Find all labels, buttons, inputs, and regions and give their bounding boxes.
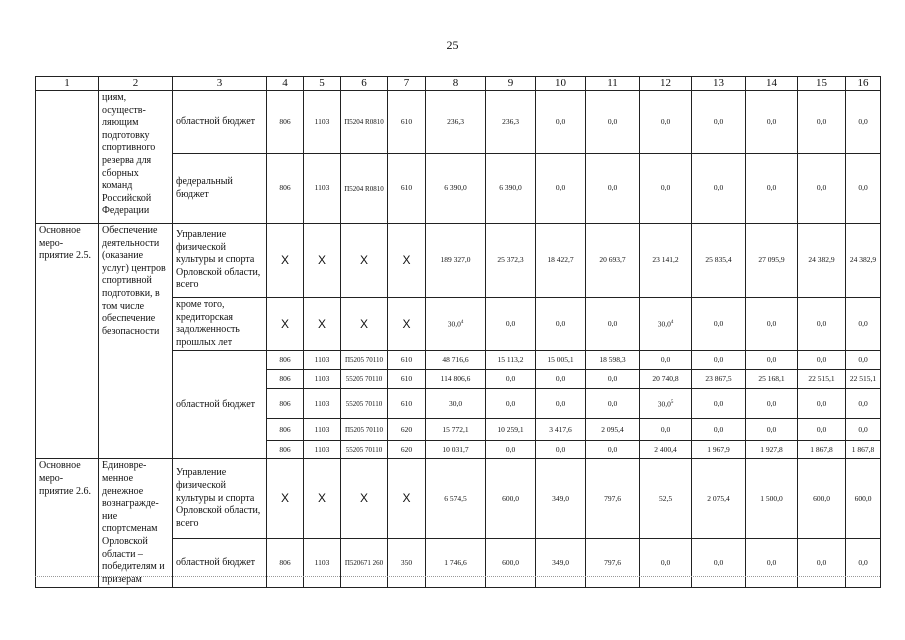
code-cell: X	[267, 459, 304, 539]
value-cell: 0,0	[798, 154, 846, 224]
code-cell: X	[341, 459, 388, 539]
value-cell: 25 372,3	[486, 224, 536, 298]
event-title: Основное меро-приятие 2.6.	[36, 459, 99, 588]
value-cell: 20 693,7	[586, 224, 640, 298]
value-cell: 18 422,7	[536, 224, 586, 298]
value-cell: 0,0	[536, 441, 586, 459]
code-cell: П5204 R0810	[341, 91, 388, 154]
value-cell: 0,0	[692, 154, 746, 224]
value-cell: 797,6	[586, 539, 640, 588]
code-cell: X	[388, 224, 426, 298]
value-cell: 236,3	[486, 91, 536, 154]
value-cell: 0,0	[746, 91, 798, 154]
value-cell: 6 390,0	[426, 154, 486, 224]
value-cell: 18 598,3	[586, 351, 640, 370]
value-cell: 600,0	[486, 459, 536, 539]
code-cell: 806	[267, 419, 304, 441]
code-cell: 610	[388, 91, 426, 154]
funding-source: Управление физической культуры и спорта Орловской области, всего	[173, 459, 267, 539]
value-cell: 0,0	[692, 419, 746, 441]
column-header: 6	[341, 77, 388, 91]
value-cell: 48 716,6	[426, 351, 486, 370]
code-cell: 806	[267, 539, 304, 588]
value-cell: 349,0	[536, 539, 586, 588]
value-cell: 0,0	[640, 539, 692, 588]
column-header: 9	[486, 77, 536, 91]
code-cell: X	[304, 298, 341, 351]
funding-source: Управление физической культуры и спорта Орловской области, всего	[173, 224, 267, 298]
code-cell: 620	[388, 419, 426, 441]
code-cell: 1103	[304, 91, 341, 154]
code-cell: 1103	[304, 370, 341, 389]
column-header: 10	[536, 77, 586, 91]
value-cell: 0,0	[798, 389, 846, 419]
value-cell: 15 772,1	[426, 419, 486, 441]
funding-source: кроме того, кредиторская задолженность прошлых лет	[173, 298, 267, 351]
value-cell: 797,6	[586, 459, 640, 539]
value-cell: 0,0	[586, 91, 640, 154]
value-cell: 6 574,5	[426, 459, 486, 539]
value-cell: 22 515,1	[846, 370, 881, 389]
value-cell: 27 095,9	[746, 224, 798, 298]
value-cell: 0,0	[586, 298, 640, 351]
value-cell: 349,0	[536, 459, 586, 539]
value-cell: 0,0	[798, 419, 846, 441]
value-cell: 15 113,2	[486, 351, 536, 370]
value-cell: 0,0	[746, 539, 798, 588]
footer-divider	[35, 576, 880, 577]
value-cell: 0,0	[692, 389, 746, 419]
code-cell: 806	[267, 154, 304, 224]
table-row	[36, 91, 881, 154]
page-number: 25	[446, 38, 459, 52]
value-cell: 0,0	[746, 351, 798, 370]
value-cell: 0,0	[746, 154, 798, 224]
value-cell: 0,0	[536, 154, 586, 224]
code-cell: 350	[388, 539, 426, 588]
value-cell: 0,0	[692, 539, 746, 588]
code-cell: 610	[388, 154, 426, 224]
value-cell: 0,0	[846, 91, 881, 154]
value-cell: 23 867,5	[692, 370, 746, 389]
value-cell: 0,0	[536, 298, 586, 351]
code-cell: П5204 R0810	[341, 154, 388, 224]
code-cell: X	[267, 298, 304, 351]
column-header: 13	[692, 77, 746, 91]
code-cell: 620	[388, 441, 426, 459]
table-row	[36, 224, 881, 298]
code-cell: 806	[267, 351, 304, 370]
value-cell: 0,0	[486, 441, 536, 459]
footnote-mark: 4	[460, 319, 464, 325]
value-cell: 0,0	[692, 351, 746, 370]
code-cell: 55205 70110	[341, 370, 388, 389]
value-cell: 0,0	[692, 298, 746, 351]
value-cell: 0,0	[640, 91, 692, 154]
value-cell: 0,0	[486, 370, 536, 389]
value-cell: 1 867,8	[846, 441, 881, 459]
code-cell: X	[341, 298, 388, 351]
value-cell: 0,0	[746, 389, 798, 419]
funding-source: областной бюджет	[173, 351, 267, 459]
code-cell: X	[388, 459, 426, 539]
value-cell: 0,0	[586, 154, 640, 224]
code-cell: X	[388, 298, 426, 351]
value-cell: 600,0	[846, 459, 881, 539]
code-cell: 610	[388, 351, 426, 370]
value-cell: 0,0	[536, 370, 586, 389]
code-cell: П5205 70110	[341, 351, 388, 370]
value-cell: 25 835,4	[692, 224, 746, 298]
value-cell: 0,0	[486, 298, 536, 351]
code-cell: X	[267, 224, 304, 298]
value-cell: 0,0	[486, 389, 536, 419]
value-cell: 2 400,4	[640, 441, 692, 459]
value-cell: 236,3	[426, 91, 486, 154]
column-header: 7	[388, 77, 426, 91]
value-cell: 24 382,9	[846, 224, 881, 298]
column-header: 2	[99, 77, 173, 91]
value-cell: 30,0$^4$	[640, 298, 692, 351]
funding-source: областной бюджет	[173, 539, 267, 588]
value-cell: 30,0$^5$	[640, 389, 692, 419]
column-header: 11	[586, 77, 640, 91]
column-header: 16	[846, 77, 881, 91]
code-cell: П5205 70110	[341, 419, 388, 441]
value-cell: 0,0	[586, 370, 640, 389]
value-cell: 6 390,0	[486, 154, 536, 224]
value-cell: 15 005,1	[536, 351, 586, 370]
value-cell: 2 095,4	[586, 419, 640, 441]
value-cell: 22 515,1	[798, 370, 846, 389]
value-cell: 3 417,6	[536, 419, 586, 441]
column-header: 1	[36, 77, 99, 91]
code-cell: 806	[267, 370, 304, 389]
value-cell: 0,0	[746, 298, 798, 351]
value-cell: 0,0	[536, 389, 586, 419]
value-cell: 0,0	[846, 298, 881, 351]
column-header: 5	[304, 77, 341, 91]
value-cell: 52,5	[640, 459, 692, 539]
value-cell: 10 031,7	[426, 441, 486, 459]
value-cell: 25 168,1	[746, 370, 798, 389]
value-cell: 0,0	[586, 389, 640, 419]
footnote-mark: 5	[670, 399, 674, 405]
code-cell: 55205 70110	[341, 441, 388, 459]
value-cell: 0,0	[798, 351, 846, 370]
event-description: Обеспечение деятельности (оказание услуг) центров спортивной подготовки, в том числе обеспечение безопасности	[99, 224, 173, 459]
code-cell: 1103	[304, 539, 341, 588]
event-description: циям, осуществ-ляющим подготовку спортивного резерва для сборных команд Российской Федерации	[99, 91, 173, 224]
value-cell: 10 259,1	[486, 419, 536, 441]
value-cell: 30,0$^4$	[426, 298, 486, 351]
event-description: Единовре-менное денежное вознагражде-ние спортсменам Орловской области – победителям и призерам	[99, 459, 173, 588]
column-header: 8	[426, 77, 486, 91]
value-cell: 0,0	[846, 154, 881, 224]
value-cell: 20 740,8	[640, 370, 692, 389]
value-cell: 0,0	[640, 154, 692, 224]
value-cell: 0,0	[640, 351, 692, 370]
column-header: 3	[173, 77, 267, 91]
column-header: 4	[267, 77, 304, 91]
value-cell: 600,0	[486, 539, 536, 588]
code-cell: 1103	[304, 389, 341, 419]
value-cell: 0,0	[640, 419, 692, 441]
code-cell: X	[341, 224, 388, 298]
code-cell: 55205 70110	[341, 389, 388, 419]
code-cell: 1103	[304, 441, 341, 459]
code-cell: 610	[388, 389, 426, 419]
value-cell: 0,0	[692, 91, 746, 154]
value-cell: 600,0	[798, 459, 846, 539]
value-cell: 1 500,0	[746, 459, 798, 539]
column-header: 15	[798, 77, 846, 91]
code-cell: 1103	[304, 419, 341, 441]
value-cell: 0,0	[586, 441, 640, 459]
event-title: Основное меро-приятие 2.5.	[36, 224, 99, 459]
code-cell: 806	[267, 389, 304, 419]
code-cell: П520671 260	[341, 539, 388, 588]
value-cell: 0,0	[798, 539, 846, 588]
code-cell: X	[304, 459, 341, 539]
value-cell: 1 746,6	[426, 539, 486, 588]
table-row	[36, 459, 881, 539]
value-cell: 1 967,9	[692, 441, 746, 459]
code-cell: 806	[267, 441, 304, 459]
value-cell: 30,0	[426, 389, 486, 419]
header-row	[36, 77, 881, 91]
value-cell: 114 806,6	[426, 370, 486, 389]
code-cell: 1103	[304, 351, 341, 370]
funding-source: областной бюджет	[173, 91, 267, 154]
value-cell: 0,0	[746, 419, 798, 441]
column-header: 12	[640, 77, 692, 91]
value-cell: 23 141,2	[640, 224, 692, 298]
funding-source: федеральный бюджет	[173, 154, 267, 224]
value-cell: 0,0	[846, 539, 881, 588]
budget-table	[35, 76, 881, 588]
value-cell: 24 382,9	[798, 224, 846, 298]
code-cell: 1103	[304, 154, 341, 224]
code-cell: 806	[267, 91, 304, 154]
value-cell: 0,0	[846, 419, 881, 441]
value-cell: 2 075,4	[692, 459, 746, 539]
value-cell: 0,0	[846, 351, 881, 370]
value-cell: 1 927,8	[746, 441, 798, 459]
value-cell: 1 867,8	[798, 441, 846, 459]
event-cell	[36, 91, 99, 224]
code-cell: 610	[388, 370, 426, 389]
value-cell: 0,0	[536, 91, 586, 154]
code-cell: X	[304, 224, 341, 298]
value-cell: 0,0	[798, 91, 846, 154]
value-cell: 189 327,0	[426, 224, 486, 298]
footnote-mark: 4	[670, 319, 674, 325]
column-header: 14	[746, 77, 798, 91]
value-cell: 0,0	[798, 298, 846, 351]
value-cell: 0,0	[846, 389, 881, 419]
